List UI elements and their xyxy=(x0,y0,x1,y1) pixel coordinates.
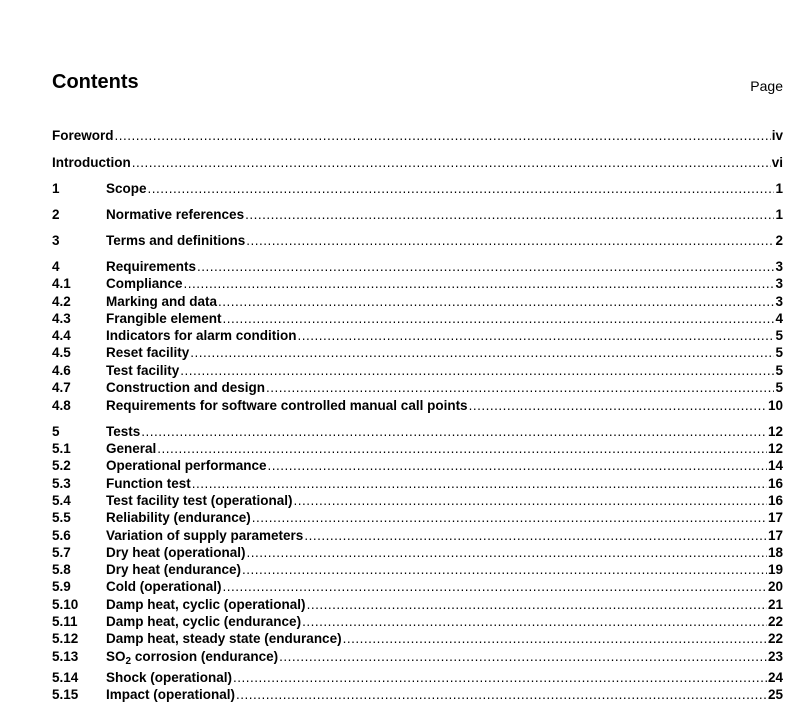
toc-entry-page: 1 xyxy=(775,207,783,222)
toc-entry-title: Dry heat (endurance) xyxy=(106,562,242,577)
toc-entry-number: 2 xyxy=(52,207,60,222)
toc-entry-title: General xyxy=(106,441,157,456)
toc-entry[interactable] xyxy=(52,544,783,561)
toc-entry-number: 4.5 xyxy=(52,345,71,360)
toc-entry-page: 10 xyxy=(767,398,783,413)
toc-entry-page: 20 xyxy=(767,579,783,594)
toc-entry-page: 5 xyxy=(775,345,783,360)
toc-entry[interactable] xyxy=(52,630,783,647)
toc-entry-number: 5.5 xyxy=(52,510,71,525)
toc-entry-number: 4.2 xyxy=(52,294,71,309)
toc-entry-page: 17 xyxy=(767,528,783,543)
toc-entry-number: 5.11 xyxy=(52,614,78,629)
toc-entry-title: Normative references xyxy=(106,207,245,222)
toc-entry[interactable] xyxy=(52,596,783,613)
toc-entry-title: Tests xyxy=(106,424,141,439)
toc-entry-title: Scope xyxy=(106,181,147,196)
toc-entry-page: 21 xyxy=(767,597,783,612)
toc-entry-page: 3 xyxy=(775,276,783,291)
toc-entry-page: 5 xyxy=(775,328,783,343)
toc-entry-page: 4 xyxy=(775,311,783,326)
dot-leader xyxy=(192,475,767,492)
dot-leader xyxy=(268,457,767,474)
toc-entry-title: Reliability (endurance) xyxy=(106,510,251,525)
so-formula: SO xyxy=(106,649,126,664)
dot-leader xyxy=(247,544,767,561)
toc-entry[interactable] xyxy=(52,206,783,223)
toc-entry-page: 23 xyxy=(767,649,783,664)
toc-entry-number: 5.3 xyxy=(52,476,71,491)
toc-entry-page: 22 xyxy=(767,631,783,646)
toc-entry-page: 12 xyxy=(767,424,783,439)
toc-entry-number: 5.7 xyxy=(52,545,71,560)
subscript-2: 2 xyxy=(125,656,132,667)
toc-entry[interactable] xyxy=(52,648,783,665)
dot-leader xyxy=(141,423,767,440)
toc-entry-title: Indicators for alarm condition xyxy=(106,328,297,343)
dot-leader xyxy=(245,206,774,223)
toc-entry-title: Terms and definitions xyxy=(106,233,246,248)
dot-leader xyxy=(298,327,775,344)
toc-entry[interactable] xyxy=(52,509,783,526)
toc-entry-title: Foreword xyxy=(52,128,114,143)
toc-entry-page: 22 xyxy=(767,614,783,629)
toc-entry[interactable] xyxy=(52,310,783,327)
toc-entry-title: Operational performance xyxy=(106,458,267,473)
dot-leader xyxy=(236,686,767,703)
toc-entry-page: 24 xyxy=(767,670,783,685)
toc-entry-page: 1 xyxy=(775,181,783,196)
dot-leader xyxy=(233,669,767,686)
toc-entry-page: 16 xyxy=(767,476,783,491)
toc-entry-page: 25 xyxy=(767,687,783,702)
contents-heading: Contents xyxy=(52,71,139,93)
dot-leader xyxy=(266,379,774,396)
toc-entry-title: Dry heat (operational) xyxy=(106,545,246,560)
dot-leader xyxy=(343,630,767,647)
toc-entry-number: 5 xyxy=(52,424,60,439)
page-column-label: Page xyxy=(750,78,783,94)
dot-leader xyxy=(294,492,767,509)
toc-entry-number: 5.1 xyxy=(52,441,71,456)
toc-entry-title: Frangible element xyxy=(106,311,222,326)
toc-entry-number: 5.2 xyxy=(52,458,71,473)
dot-leader xyxy=(197,258,774,275)
toc-entry-page: iv xyxy=(771,128,783,143)
toc-entry-number: 5.15 xyxy=(52,687,79,702)
dot-leader xyxy=(246,232,774,249)
toc-entry-number: 4.6 xyxy=(52,363,71,378)
toc-entry-title xyxy=(106,648,278,670)
toc-entry[interactable] xyxy=(52,527,783,544)
toc-entry-title: Damp heat, steady state (endurance) xyxy=(106,631,342,646)
dot-leader xyxy=(223,310,775,327)
toc-entry-title: Cold (operational) xyxy=(106,579,222,594)
toc-entry-page: 14 xyxy=(767,458,783,473)
toc-entry-number: 5.6 xyxy=(52,528,71,543)
toc-entry[interactable] xyxy=(52,669,783,686)
dot-leader xyxy=(307,596,767,613)
toc-entry-page: 3 xyxy=(775,294,783,309)
toc-entry[interactable] xyxy=(52,379,783,396)
toc-entry[interactable] xyxy=(52,232,783,249)
toc-entry-number: 4.7 xyxy=(52,380,71,395)
toc-entry-title: Requirements for software controlled manual call points xyxy=(106,398,468,413)
toc-entry-number: 5.12 xyxy=(52,631,79,646)
dot-leader xyxy=(469,397,767,414)
toc-entry-page: 5 xyxy=(775,380,783,395)
toc-entry-title: Variation of supply parameters xyxy=(106,528,304,543)
toc-entry[interactable] xyxy=(52,362,783,379)
toc-entry-number: 5.8 xyxy=(52,562,71,577)
dot-leader xyxy=(132,154,771,171)
dot-leader xyxy=(242,561,767,578)
toc-entry[interactable] xyxy=(52,423,783,440)
toc-entry-number: 5.9 xyxy=(52,579,71,594)
toc-entry-number: 3 xyxy=(52,233,60,248)
toc-entry-title: Test facility test (operational) xyxy=(106,493,293,508)
dot-leader xyxy=(180,362,774,379)
toc-entry-number: 4 xyxy=(52,259,60,274)
toc-entry-title: Reset facility xyxy=(106,345,190,360)
toc-entry-number: 4.3 xyxy=(52,311,71,326)
toc-entry-number: 5.14 xyxy=(52,670,79,685)
toc-entry[interactable] xyxy=(52,492,783,509)
toc-entry[interactable] xyxy=(52,613,783,630)
toc-entry-number: 4.8 xyxy=(52,398,71,413)
toc-entry-title: Marking and data xyxy=(106,294,218,309)
toc-entry[interactable] xyxy=(52,275,783,292)
dot-leader xyxy=(190,344,774,361)
toc-entry[interactable] xyxy=(52,293,783,310)
toc-entry-page: 12 xyxy=(767,441,783,456)
toc-entry-title: Requirements xyxy=(106,259,197,274)
toc-entry-number: 5.4 xyxy=(52,493,71,508)
toc-entry-title: Construction and design xyxy=(106,380,266,395)
toc-entry-introduction[interactable] xyxy=(52,154,783,171)
toc-entry[interactable] xyxy=(52,578,783,595)
toc-entry-page: 5 xyxy=(775,363,783,378)
toc-entry-page: vi xyxy=(771,155,783,170)
toc-entry-title: Impact (operational) xyxy=(106,687,236,702)
toc-entry-title: Introduction xyxy=(52,155,131,170)
toc-entry-number: 5.13 xyxy=(52,649,79,664)
toc-entry-title: Shock (operational) xyxy=(106,670,233,685)
toc-entry[interactable] xyxy=(52,397,783,414)
toc-entry-number: 5.10 xyxy=(52,597,79,612)
toc-entry[interactable] xyxy=(52,561,783,578)
dot-leader xyxy=(302,613,767,630)
dot-leader xyxy=(223,578,767,595)
toc-entry-page: 3 xyxy=(775,259,783,274)
toc-entry[interactable] xyxy=(52,440,783,457)
toc-entry-title: Function test xyxy=(106,476,191,491)
toc-entry[interactable] xyxy=(52,457,783,474)
toc-entry-title: Test facility xyxy=(106,363,180,378)
toc-entry-page: 19 xyxy=(767,562,783,577)
toc-entry-page: 16 xyxy=(767,493,783,508)
toc-entry[interactable] xyxy=(52,475,783,492)
toc-entry[interactable] xyxy=(52,258,783,275)
toc-entry-page: 2 xyxy=(775,233,783,248)
dot-leader xyxy=(304,527,767,544)
toc-entry-page: 17 xyxy=(767,510,783,525)
dot-leader xyxy=(279,648,767,665)
toc-entry-title: Compliance xyxy=(106,276,183,291)
toc-entry[interactable] xyxy=(52,686,783,703)
toc-entry[interactable] xyxy=(52,327,783,344)
toc-entry-number: 1 xyxy=(52,181,60,196)
dot-leader xyxy=(252,509,767,526)
toc-entry[interactable] xyxy=(52,180,783,197)
toc-entry-foreword[interactable] xyxy=(52,127,783,144)
toc-entry[interactable] xyxy=(52,344,783,361)
toc-entry-number: 4.4 xyxy=(52,328,71,343)
toc-entry-number: 4.1 xyxy=(52,276,71,291)
dot-leader xyxy=(157,440,767,457)
dot-leader xyxy=(184,275,775,292)
dot-leader xyxy=(148,180,775,197)
toc-entry-page: 18 xyxy=(767,545,783,560)
dot-leader xyxy=(218,293,774,310)
title-rest: corrosion (endurance) xyxy=(131,649,279,664)
toc-entry-title: Damp heat, cyclic (endurance) xyxy=(106,614,302,629)
dot-leader xyxy=(115,127,771,144)
toc-entry-title: Damp heat, cyclic (operational) xyxy=(106,597,306,612)
